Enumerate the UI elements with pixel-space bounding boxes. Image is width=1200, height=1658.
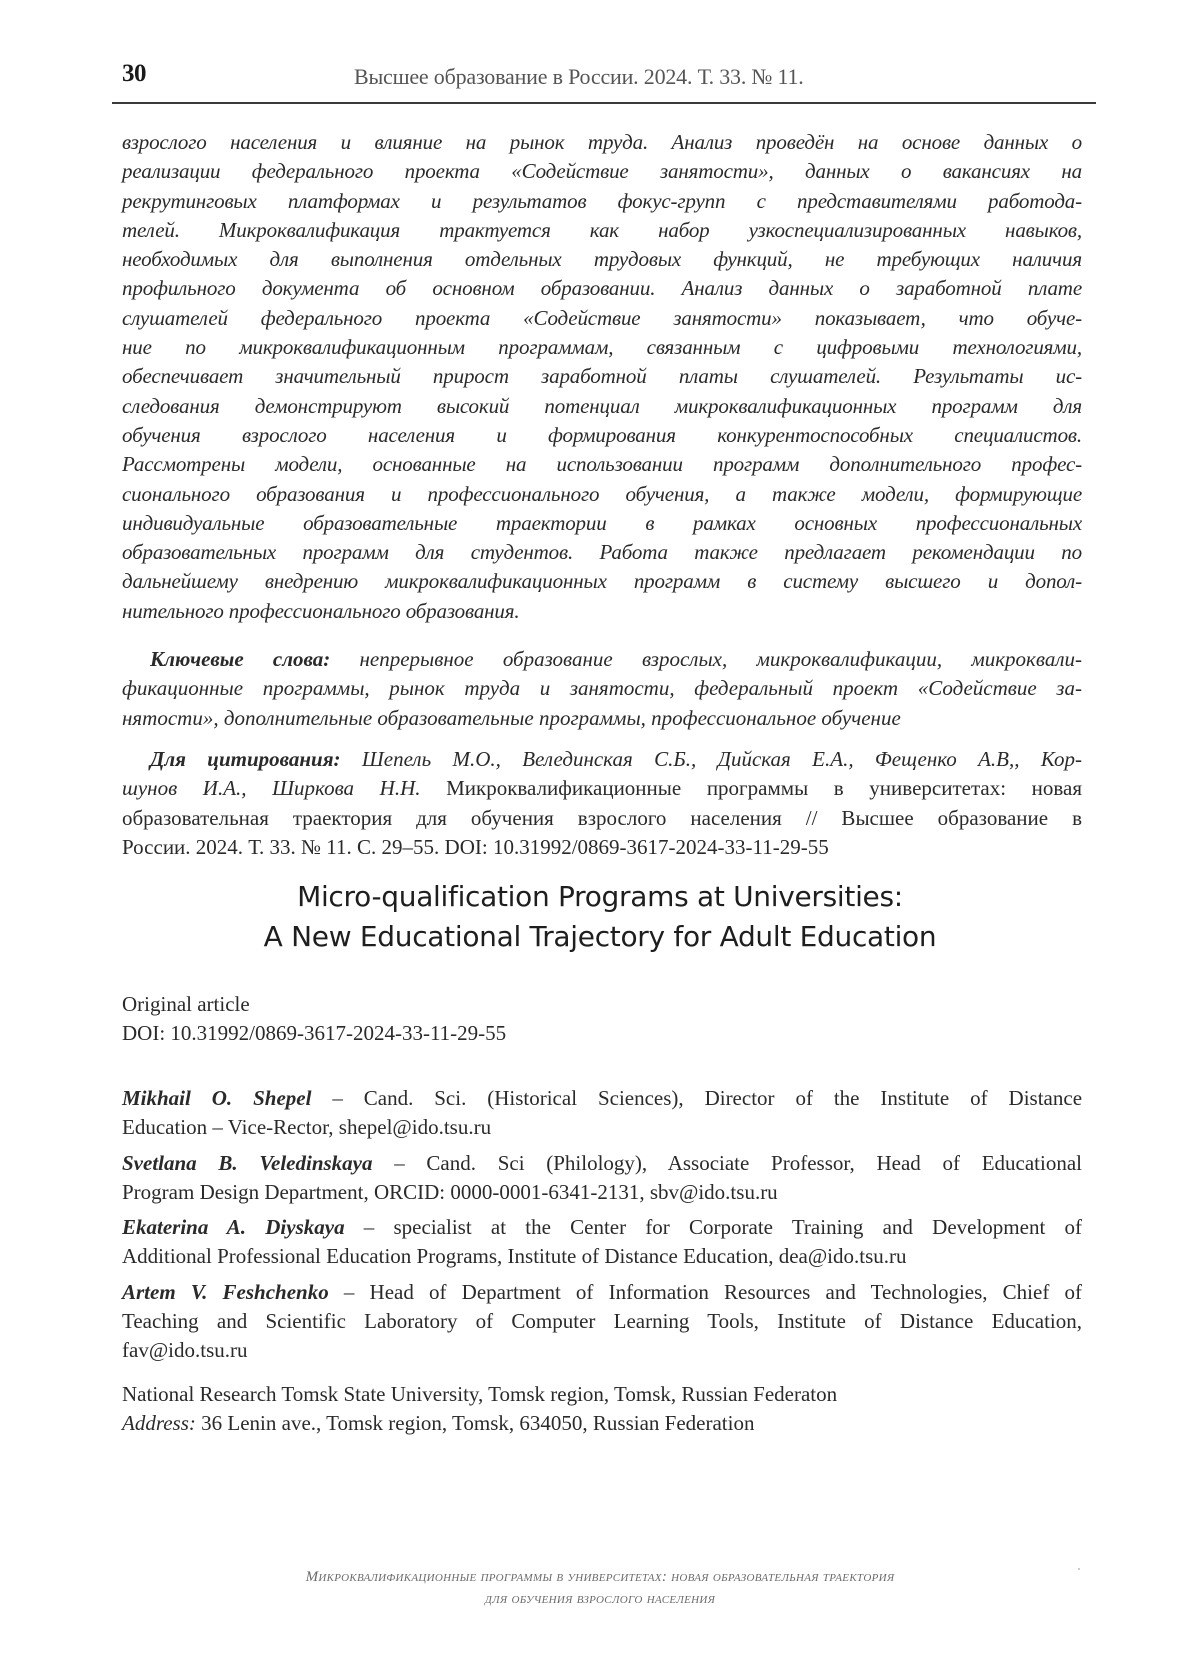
title-line: A New Educational Trajectory for Adult Education — [263, 920, 937, 953]
author-details: – specialist at the Center for Corporate Training and Development of — [344, 1215, 1082, 1240]
abstract-line: рекрутинговых платформах и результатов фокус-групп с представителями работода- — [122, 188, 1082, 213]
citation-label: Для цитирования: — [150, 747, 341, 771]
page-number: 30 — [122, 60, 146, 87]
running-head: Высшее образование в России. 2024. Т. 33. № 11. — [354, 64, 804, 89]
footer-title-line: для обучения взрослого населения — [484, 1591, 716, 1607]
abstract-line: Рассмотрены модели, основанные на использовании программ дополнительного профес- — [122, 452, 1082, 477]
footer-dot — [1078, 1568, 1080, 1570]
abstract-line: взрослого населения и влияние на рынок труда. Анализ проведён на основе данных о — [122, 130, 1082, 154]
citation-line: России. 2024. Т. 33. № 11. С. 29–55. DOI: 10.31992/0869-3617-2024-33-11-29-55 — [122, 834, 829, 859]
abstract-line: следования демонстрируют высокий потенциал микроквалификационных программ для — [122, 393, 1082, 418]
page-footer — [0, 1566, 1200, 1610]
citation-authors: шунов И.А., Ширкова Н.Н. — [122, 776, 421, 801]
footer-title-line: Микроквалификационные программы в университетах: новая образовательная траектория — [305, 1569, 895, 1585]
author-name: Artem V. Feshchenko — [122, 1279, 329, 1304]
abstract-line: сионального образования и профессионального обучения, а также модели, формирующие — [122, 481, 1082, 506]
address: 36 Lenin ave., Tomsk region, Tomsk, 634050, Russian Federation — [195, 1411, 755, 1436]
author-entry — [122, 1278, 1082, 1366]
citation-title: Микроквалификационные программы в университетах: новая — [420, 776, 1082, 801]
author-line: Education – Vice-Rector, shepel@ido.tsu.ru — [122, 1115, 492, 1140]
citation-line — [122, 774, 1082, 803]
abstract-line: нительного профессионального образования. — [122, 598, 520, 623]
abstract-line: дальнейшему внедрению микроквалификационных программ в систему высшего и допол- — [122, 569, 1082, 594]
citation-line — [122, 745, 1082, 774]
author-line — [122, 1084, 1082, 1113]
abstract-line: индивидуальные образовательные траектории в рамках основных профессиональных — [122, 510, 1082, 535]
author-list — [122, 1084, 1082, 1372]
university: National Research Tomsk State University, Tomsk region, Tomsk, Russian Federaton — [122, 1382, 838, 1406]
author-line: Teaching and Scientific Laboratory of Computer Learning Tools, Institute of Distance Education, — [122, 1309, 1082, 1334]
author-name: Mikhail O. Shepel — [122, 1086, 312, 1110]
abstract-line: телей. Микроквалификация трактуется как набор узкоспециализированных навыков, — [122, 217, 1082, 242]
abstract-line: обеспечивает значительный прирост заработной платы слушателей. Результаты ис- — [122, 364, 1082, 389]
author-line — [122, 1278, 1082, 1307]
article-doi: DOI: 10.31992/0869-3617-2024-33-11-29-55 — [122, 1021, 507, 1046]
author-line: fav@ido.tsu.ru — [122, 1338, 248, 1363]
author-line: Additional Professional Education Programs, Institute of Distance Education, dea@ido.tsu.ru — [122, 1244, 907, 1269]
abstract-line: профильного документа об основном образовании. Анализ данных о заработной плате — [122, 276, 1082, 301]
affiliation — [122, 1380, 1082, 1439]
author-details: – Cand. Sci. (Historical Sciences), Director of the Institute of Distance — [311, 1086, 1083, 1110]
keywords-line: фикационные программы, рынок труда и занятости, федеральный проект «Содействие за- — [122, 676, 1082, 701]
page-header — [112, 58, 1096, 104]
keywords — [122, 645, 1082, 733]
author-entry — [122, 1149, 1082, 1208]
abstract — [122, 128, 1082, 626]
address-label: Address: — [122, 1411, 196, 1436]
abstract-line: необходимых для выполнения отдельных трудовых функций, не требующих наличия — [122, 247, 1082, 272]
author-line — [122, 1149, 1082, 1178]
citation-line: образовательная траектория для обучения взрослого населения // Высшее образование в — [122, 805, 1082, 830]
author-name: Ekaterina A. Diyskaya — [122, 1215, 345, 1240]
abstract-line: слушателей федерального проекта «Содействие занятости» показывает, что обуче- — [122, 305, 1082, 330]
author-entry — [122, 1084, 1082, 1143]
article-type: Original article — [122, 992, 250, 1016]
abstract-line: образовательных программ для студентов. Работа также предлагает рекомендации по — [122, 540, 1082, 565]
keywords-label: Ключевые слова: — [150, 647, 331, 671]
keywords-line: нятости», дополнительные образовательные программы, профессиональное обучение — [122, 705, 901, 730]
author-entry — [122, 1213, 1082, 1272]
article-meta — [122, 990, 1082, 1049]
author-details: – Cand. Sci (Philology), Associate Professor, Head of Educational — [372, 1150, 1082, 1175]
keywords-text: непрерывное образование взрослых, микроквалификации, микроквали- — [330, 647, 1082, 671]
abstract-line: реализации федерального проекта «Содействие занятости», данных о вакансиях на — [122, 159, 1082, 184]
abstract-line: ние по микроквалификационным программам, связанным с цифровыми технологиями, — [122, 335, 1082, 360]
keywords-line — [122, 645, 1082, 674]
author-details: – Head of Department of Information Resources and Technologies, Chief of — [328, 1279, 1082, 1304]
citation-authors: Шепель М.О., Велединская С.Б., Дийская Е.А., Фещенко А.В,, Кор- — [340, 747, 1082, 771]
author-line: Program Design Department, ORCID: 0000-0001-6341-2131, sbv@ido.tsu.ru — [122, 1179, 778, 1204]
abstract-line: обучения взрослого населения и формирования конкурентоспособных специалистов. — [122, 422, 1082, 447]
author-line — [122, 1213, 1082, 1242]
address-line — [122, 1409, 1082, 1438]
citation — [122, 745, 1082, 862]
author-name: Svetlana B. Veledinskaya — [122, 1150, 373, 1175]
english-article-title — [0, 877, 1200, 957]
title-line: Micro-qualification Programs at Universities: — [297, 880, 903, 913]
